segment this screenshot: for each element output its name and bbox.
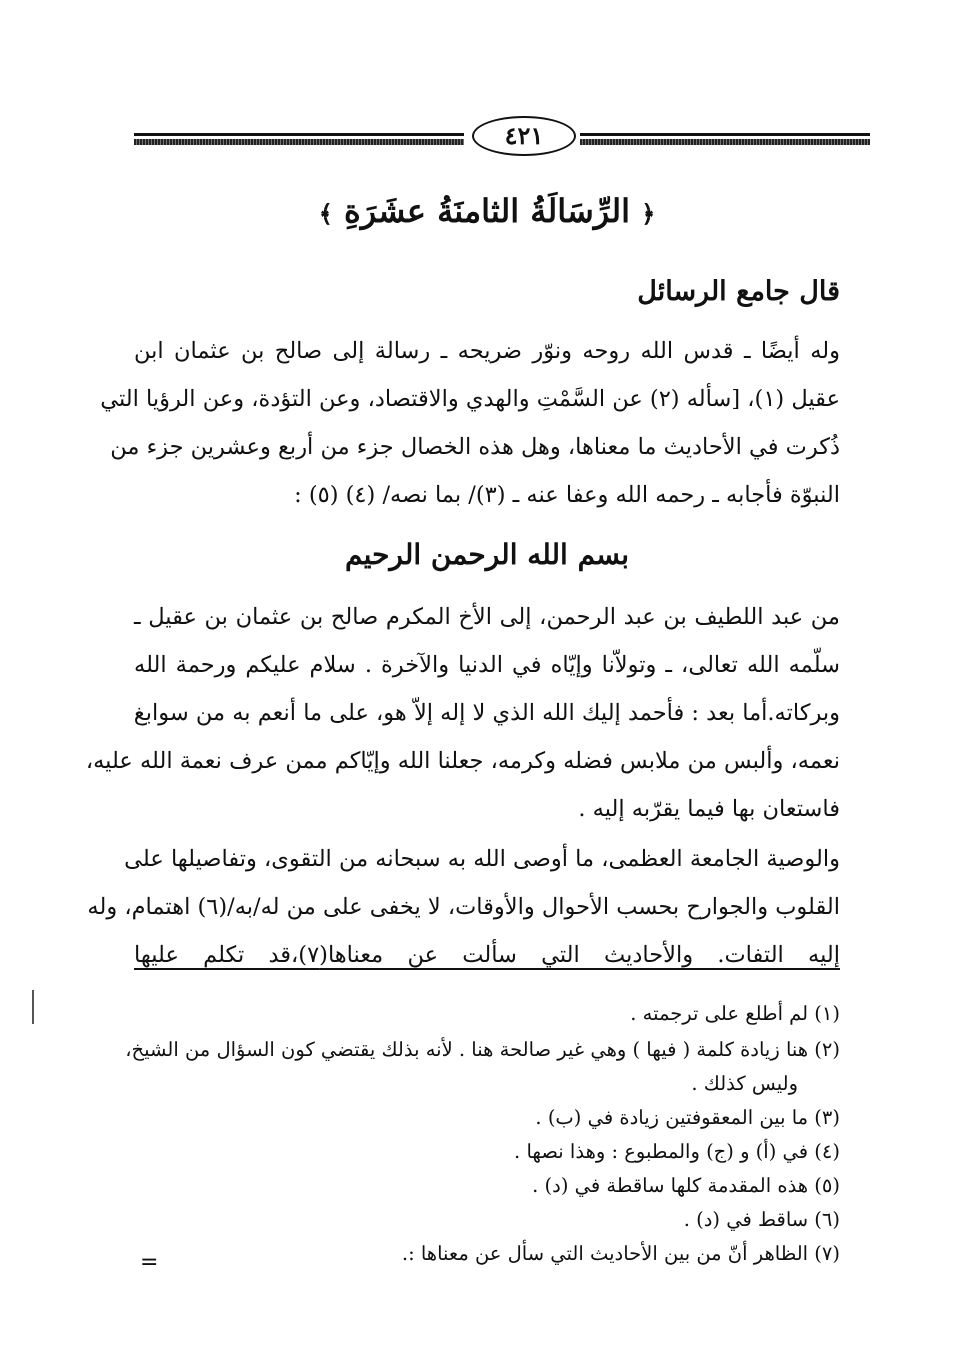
footnote: (٣) ما بين المعقوفتين زيادة في (ب) . xyxy=(535,1106,840,1129)
body-line: سلّمه الله تعالى، ـ وتولاّنا وإيّاه في الدنيا والآخرة . سلام عليكم ورحمة الله xyxy=(134,652,840,678)
body-line: من عبد اللطيف بن عبد الرحمن، إلى الأخ المكرم صالح بن عثمان بن عقيل ـ xyxy=(134,604,840,630)
letter-title-text: الرِّسَالَةُ الثامنَةُ عشَرَةِ xyxy=(343,192,631,230)
intro-line: ذُكرت في الأحاديث ما معناها، وهل هذه الخصال جزء من أربع وعشرين جزء من xyxy=(110,434,840,460)
intro-line: وله أيضًا ـ قدس الله روحه ونوّر ضريحه ـ رسالة إلى صالح بن عثمان ابن xyxy=(134,338,840,364)
footnote-continuation: وليس كذلك . xyxy=(691,1072,798,1095)
continuation-mark: = xyxy=(140,1250,159,1275)
footnote: (٢) هنا زيادة كلمة ( فيها ) وهي غير صالحة هنا . لأنه بذلك يقتضي كون السؤال من الشيخ، xyxy=(125,1038,840,1061)
margin-mark xyxy=(32,990,34,1024)
page-header xyxy=(134,108,870,158)
ornament-bracket-right: ﴿ xyxy=(641,199,656,228)
body-line: القلوب والجوارح بحسب الأحوال والأوقات، لا يخفى على من له/به/(٦) اهتمام، وله xyxy=(87,894,840,920)
body-line: إليه التفات. والأحاديث التي سألت عن معناها(٧)،قد تكلم عليها xyxy=(134,942,840,968)
footnote: (٤) في (أ) و (ج) والمطبوع : وهذا نصها . xyxy=(514,1140,840,1163)
header-rule-right xyxy=(580,133,870,147)
ornament-bracket-left: ﴾ xyxy=(318,199,333,228)
footnote: (١) لم أطلع على ترجمته . xyxy=(630,1002,840,1025)
letter-title xyxy=(0,192,974,230)
subheading: قال جامع الرسائل xyxy=(637,276,840,307)
intro-line: النبوّة فأجابه ـ رحمه الله وعفا عنه ـ (٣)/ بما نصه/ (٤) (٥) : xyxy=(294,482,840,508)
footnote: (٥) هذه المقدمة كلها ساقطة في (د) . xyxy=(532,1174,840,1197)
header-rule-left xyxy=(134,133,464,147)
body-line: فاستعان بها فيما يقرّبه إليه . xyxy=(578,796,840,822)
body-line: والوصية الجامعة العظمى، ما أوصى الله به سبحانه من التقوى، وتفاصيلها على xyxy=(124,846,840,872)
body-line: نعمه، وألبس من ملابس فضله وكرمه، جعلنا الله وإيّاكم ممن عرف نعمة الله عليه، xyxy=(85,748,840,774)
body-line: وبركاته.أما بعد : فأحمد إليك الله الذي لا إله إلاّ هو، على ما أنعم به من سوابغ xyxy=(133,700,840,726)
footnote: (٦) ساقط في (د) . xyxy=(683,1208,840,1231)
basmala: بسم الله الرحمن الرحيم xyxy=(345,538,629,571)
footnote: (٧) الظاهر أنّ من بين الأحاديث التي سأل عن معناها :. xyxy=(401,1242,840,1265)
page-number: ٤٢١ xyxy=(472,116,576,156)
intro-line: عقيل (١)، [سأله (٢) عن السَّمْتِ والهدي والاقتصاد، وعن التؤدة، وعن الرؤيا التي xyxy=(100,386,840,412)
